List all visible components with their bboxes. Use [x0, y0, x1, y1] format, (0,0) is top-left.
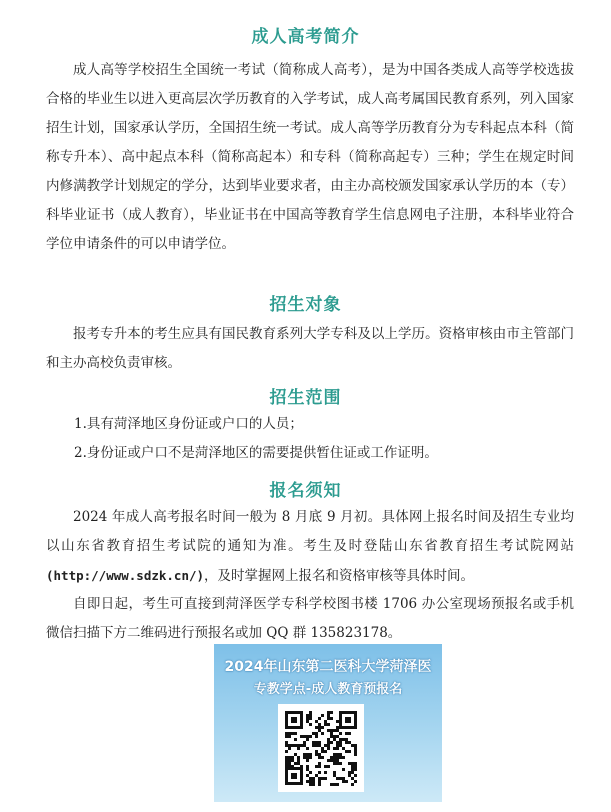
- section-title-notice: 报名须知: [269, 481, 342, 501]
- scope-item-1: 1.具有菏泽地区身份证或户口的人员；: [74, 416, 303, 432]
- qr-code-icon[interactable]: [278, 704, 364, 792]
- notice-text-before-url: 2024 年成人高考报名时间一般为 8 月底 9 月初。具体网上报名时间及招生专业均以山东省教育招生考试院的通知为准。考生及时登陆山东省教育招生考试院网站: [46, 509, 574, 554]
- qr-code-graphic: [284, 710, 358, 786]
- pre-registration-banner: [214, 644, 442, 802]
- scope-item-2: 2.身份证或户口不是菏泽地区的需要提供暂住证或工作证明。: [74, 445, 438, 461]
- intro-paragraph: 成人高等学校招生全国统一考试（简称成人高考），是为中国各类成人高等学校选拔合格的毕业生以进入更高层次学历教育的入学考试，成人高考属国民教育系列，列入国家招生计划，国家承认学历，全国招生统一考试。成人高等学历教育分为专科起点本科（简称专升本）、高中起点本科（简称高起本）和专科（简称高起专）三种；学生在规定时间内修满教学计划规定的学分，达到毕业要求者，由主办高校颁发国家承认学历的本（专）科毕业证书（成人教育），毕业证书在中国高等教育学生信息网电子注册，本科毕业符合学位申请条件的可以申请学位。: [46, 62, 574, 252]
- notice-text-after-url: ，及时掌握网上报名和资格审核等具体时间。: [204, 568, 475, 584]
- banner-title-line-2: 专教学点-成人教育预报名: [253, 682, 403, 697]
- banner-title-line-1: 2024年山东第二医科大学菏泽医: [224, 659, 432, 675]
- section-title-scope: 招生范围: [269, 388, 342, 408]
- notice-paragraph-1: [46, 503, 574, 591]
- notice-paragraph-2: 自即日起，考生可直接到菏泽医学专科学校图书楼 1706 办公室现场预报名或手机微信扫描下方二维码进行预报名或加 QQ 群 135823178。: [46, 596, 574, 641]
- section-title-target: 招生对象: [269, 295, 342, 315]
- exam-website-link[interactable]: (http://www.sdzk.cn/): [46, 568, 205, 583]
- section-title-intro: 成人高考简介: [251, 27, 360, 47]
- target-paragraph: 报考专升本的考生应具有国民教育系列大学专科及以上学历。资格审核由市主管部门和主办高校负责审核。: [46, 326, 574, 371]
